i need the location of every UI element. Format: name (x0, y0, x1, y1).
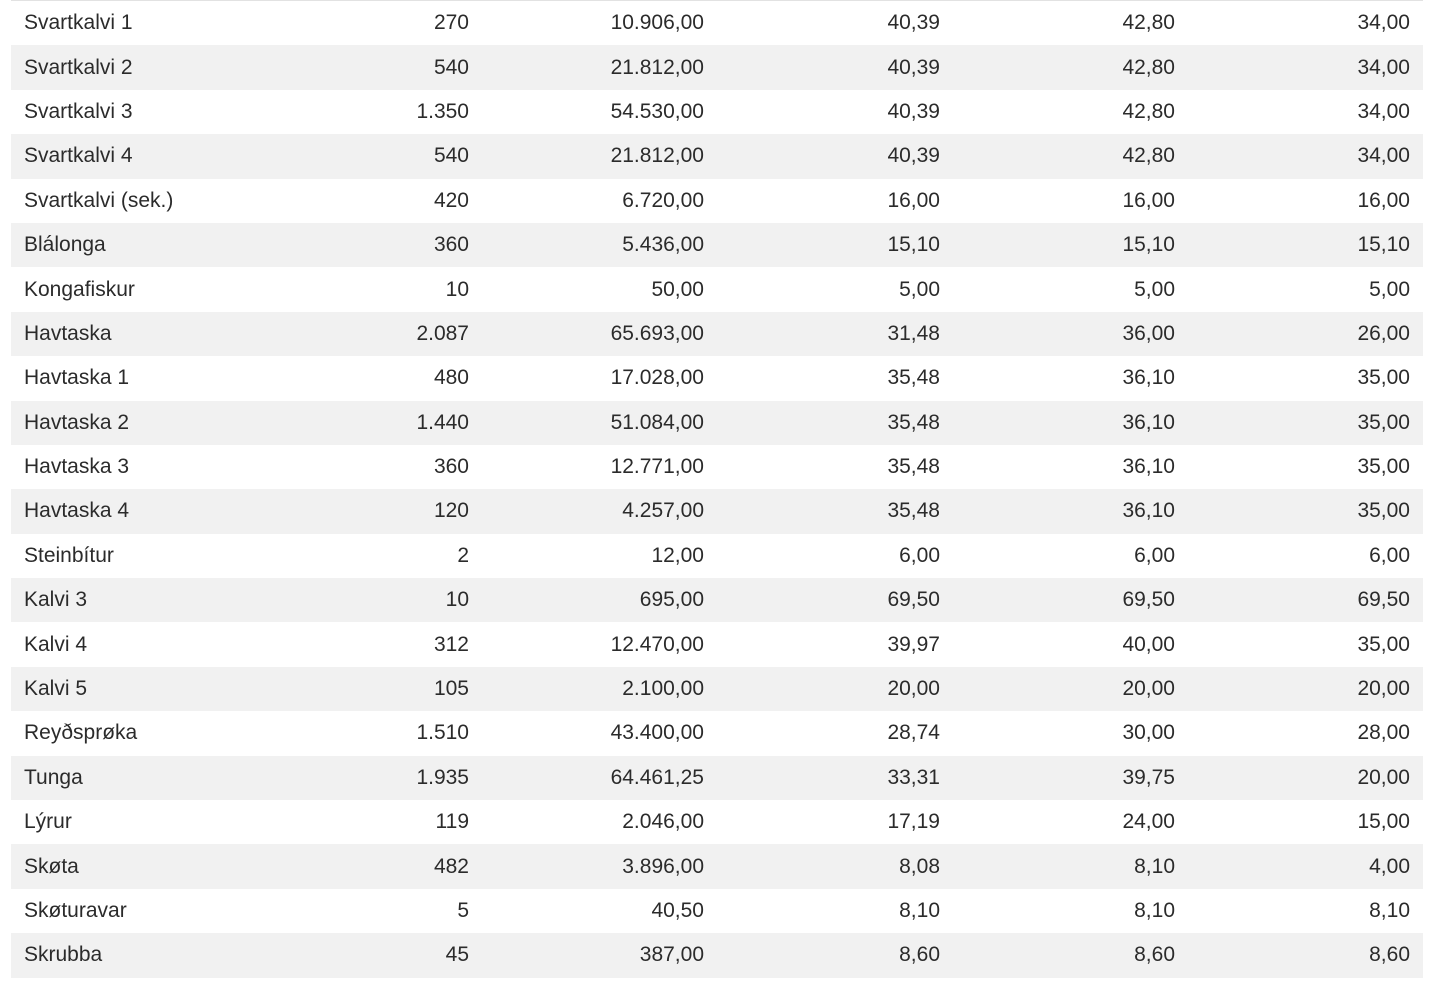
quantity-cell: 1.350 (416, 99, 469, 123)
species-name-cell: Kongafiskur (24, 277, 135, 301)
species-name-cell: Skøturavar (24, 899, 127, 922)
quantity-cell: 480 (433, 366, 469, 390)
species-name-cell: Skøta (11, 844, 311, 888)
species-name-cell: Kalvi 3 (11, 578, 311, 622)
species-name-cell: Havtaska 3 (24, 455, 130, 479)
min-price-cell: 4,00 (1175, 844, 1423, 888)
quantity-cell: 1.510 (416, 721, 469, 745)
table-body (11, 1, 1423, 978)
min-price-cell: 28,00 (1357, 721, 1410, 745)
species-name-cell: Svartkalvi 2 (11, 45, 311, 89)
max-price-cell: 6,00 (1134, 543, 1175, 567)
average-price-cell: 8,10 (899, 899, 940, 922)
total-value-cell: 6.720,00 (622, 188, 704, 212)
quantity-cell: 540 (311, 134, 469, 178)
total-value-cell: 12.470,00 (610, 632, 704, 656)
table-row (11, 179, 1423, 223)
max-price-cell: 69,50 (940, 578, 1175, 622)
total-value-cell: 695,00 (469, 578, 704, 622)
total-value-cell: 17.028,00 (610, 366, 704, 390)
quantity-cell: 2 (457, 543, 469, 567)
quantity-cell: 120 (311, 489, 469, 533)
min-price-cell: 8,60 (1175, 933, 1423, 977)
table-row (11, 889, 1423, 933)
species-name-cell: Steinbítur (24, 543, 114, 567)
average-price-cell: 40,39 (704, 45, 940, 89)
quantity-cell: 5 (457, 899, 469, 922)
max-price-cell: 8,10 (1134, 899, 1175, 922)
quantity-cell: 1.935 (311, 756, 469, 800)
table-row (11, 578, 1423, 622)
average-price-cell: 35,48 (704, 489, 940, 533)
species-name-cell: Svartkalvi 1 (24, 11, 133, 35)
table-row (11, 312, 1423, 356)
quantity-cell: 482 (311, 844, 469, 888)
table-row (11, 45, 1423, 89)
total-value-cell: 3.896,00 (469, 844, 704, 888)
quantity-cell: 420 (433, 188, 469, 212)
species-name-cell: Skrubba (11, 933, 311, 977)
quantity-cell: 2.087 (311, 312, 469, 356)
table-row (11, 223, 1423, 267)
min-price-cell: 35,00 (1357, 632, 1410, 656)
min-price-cell: 34,00 (1175, 134, 1423, 178)
total-value-cell: 4.257,00 (469, 489, 704, 533)
average-price-cell: 35,48 (704, 401, 940, 445)
species-name-cell: Blálonga (11, 223, 311, 267)
quantity-cell: 10 (445, 277, 469, 301)
table-row (11, 756, 1423, 800)
max-price-cell: 24,00 (1122, 810, 1175, 834)
average-price-cell: 33,31 (704, 756, 940, 800)
max-price-cell: 39,75 (940, 756, 1175, 800)
average-price-cell: 40,39 (887, 99, 940, 123)
table-row (11, 134, 1423, 178)
quantity-cell: 540 (311, 45, 469, 89)
total-value-cell: 65.693,00 (469, 312, 704, 356)
table-row (11, 800, 1423, 844)
max-price-cell: 36,10 (940, 489, 1175, 533)
max-price-cell: 36,00 (940, 312, 1175, 356)
max-price-cell: 42,80 (940, 134, 1175, 178)
max-price-cell: 16,00 (1122, 188, 1175, 212)
min-price-cell: 15,10 (1175, 223, 1423, 267)
min-price-cell: 20,00 (1175, 667, 1423, 711)
table-row (11, 534, 1423, 578)
average-price-cell: 20,00 (704, 667, 940, 711)
species-name-cell: Havtaska 4 (11, 489, 311, 533)
max-price-cell: 15,10 (940, 223, 1175, 267)
quantity-cell: 360 (311, 223, 469, 267)
table-row (11, 445, 1423, 489)
average-price-cell: 5,00 (899, 277, 940, 301)
quantity-cell: 45 (311, 933, 469, 977)
max-price-cell: 42,80 (1122, 11, 1175, 35)
table-row (11, 844, 1423, 888)
quantity-cell: 1.440 (311, 401, 469, 445)
min-price-cell: 35,00 (1175, 401, 1423, 445)
max-price-cell: 42,80 (940, 45, 1175, 89)
total-value-cell: 51.084,00 (469, 401, 704, 445)
min-price-cell: 16,00 (1357, 188, 1410, 212)
table-row (11, 267, 1423, 311)
quantity-cell: 10 (311, 578, 469, 622)
table-row (11, 401, 1423, 445)
total-value-cell: 2.100,00 (469, 667, 704, 711)
max-price-cell: 8,10 (940, 844, 1175, 888)
total-value-cell: 50,00 (651, 277, 704, 301)
total-value-cell: 21.812,00 (469, 134, 704, 178)
average-price-cell: 16,00 (887, 188, 940, 212)
total-value-cell: 5.436,00 (469, 223, 704, 267)
min-price-cell: 69,50 (1175, 578, 1423, 622)
quantity-cell: 312 (433, 632, 469, 656)
average-price-cell: 17,19 (887, 810, 940, 834)
table-row (11, 933, 1423, 977)
quantity-cell: 105 (311, 667, 469, 711)
max-price-cell: 36,10 (1122, 366, 1175, 390)
species-name-cell: Svartkalvi 4 (11, 134, 311, 178)
average-price-cell: 8,08 (704, 844, 940, 888)
max-price-cell: 8,60 (940, 933, 1175, 977)
quantity-cell: 360 (433, 455, 469, 479)
average-price-cell: 35,48 (887, 455, 940, 479)
total-value-cell: 2.046,00 (622, 810, 704, 834)
average-price-cell: 8,60 (704, 933, 940, 977)
min-price-cell: 5,00 (1369, 277, 1410, 301)
total-value-cell: 12.771,00 (610, 455, 704, 479)
species-name-cell: Reyðsprøka (24, 721, 138, 745)
average-price-cell: 40,39 (704, 134, 940, 178)
total-value-cell: 40,50 (651, 899, 704, 922)
total-value-cell: 64.461,25 (469, 756, 704, 800)
min-price-cell: 35,00 (1175, 489, 1423, 533)
min-price-cell: 35,00 (1357, 366, 1410, 390)
price-table (11, 1, 1423, 978)
table-row (11, 622, 1423, 666)
min-price-cell: 15,00 (1357, 810, 1410, 834)
table-row (11, 356, 1423, 400)
min-price-cell: 34,00 (1175, 45, 1423, 89)
total-value-cell: 10.906,00 (610, 11, 704, 35)
min-price-cell: 8,10 (1369, 899, 1410, 922)
species-name-cell: Svartkalvi 3 (24, 99, 133, 123)
min-price-cell: 26,00 (1175, 312, 1423, 356)
species-name-cell: Havtaska 1 (24, 366, 130, 390)
table-row (11, 711, 1423, 755)
total-value-cell: 54.530,00 (610, 99, 704, 123)
species-name-cell: Svartkalvi (sek.) (24, 188, 174, 212)
species-name-cell: Havtaska 2 (11, 401, 311, 445)
min-price-cell: 6,00 (1369, 543, 1410, 567)
species-name-cell: Lýrur (24, 810, 72, 834)
min-price-cell: 20,00 (1175, 756, 1423, 800)
average-price-cell: 39,97 (887, 632, 940, 656)
species-name-cell: Kalvi 4 (24, 632, 88, 656)
max-price-cell: 5,00 (1134, 277, 1175, 301)
max-price-cell: 36,10 (1122, 455, 1175, 479)
max-price-cell: 30,00 (1122, 721, 1175, 745)
species-name-cell: Kalvi 5 (11, 667, 311, 711)
table-row (11, 90, 1423, 134)
max-price-cell: 20,00 (940, 667, 1175, 711)
species-name-cell: Tunga (11, 756, 311, 800)
average-price-cell: 28,74 (887, 721, 940, 745)
table-row (11, 667, 1423, 711)
table-row (11, 489, 1423, 533)
max-price-cell: 40,00 (1122, 632, 1175, 656)
total-value-cell: 43.400,00 (610, 721, 704, 745)
species-name-cell: Havtaska (11, 312, 311, 356)
average-price-cell: 15,10 (704, 223, 940, 267)
average-price-cell: 6,00 (899, 543, 940, 567)
min-price-cell: 35,00 (1357, 455, 1410, 479)
total-value-cell: 12,00 (651, 543, 704, 567)
total-value-cell: 21.812,00 (469, 45, 704, 89)
min-price-cell: 34,00 (1357, 11, 1410, 35)
average-price-cell: 69,50 (704, 578, 940, 622)
total-value-cell: 387,00 (469, 933, 704, 977)
average-price-cell: 40,39 (887, 11, 940, 35)
min-price-cell: 34,00 (1357, 99, 1410, 123)
quantity-cell: 119 (435, 810, 469, 834)
average-price-cell: 31,48 (704, 312, 940, 356)
max-price-cell: 42,80 (1122, 99, 1175, 123)
table-row (11, 1, 1423, 45)
quantity-cell: 270 (433, 11, 469, 35)
max-price-cell: 36,10 (940, 401, 1175, 445)
price-table-container (11, 0, 1423, 978)
average-price-cell: 35,48 (887, 366, 940, 390)
